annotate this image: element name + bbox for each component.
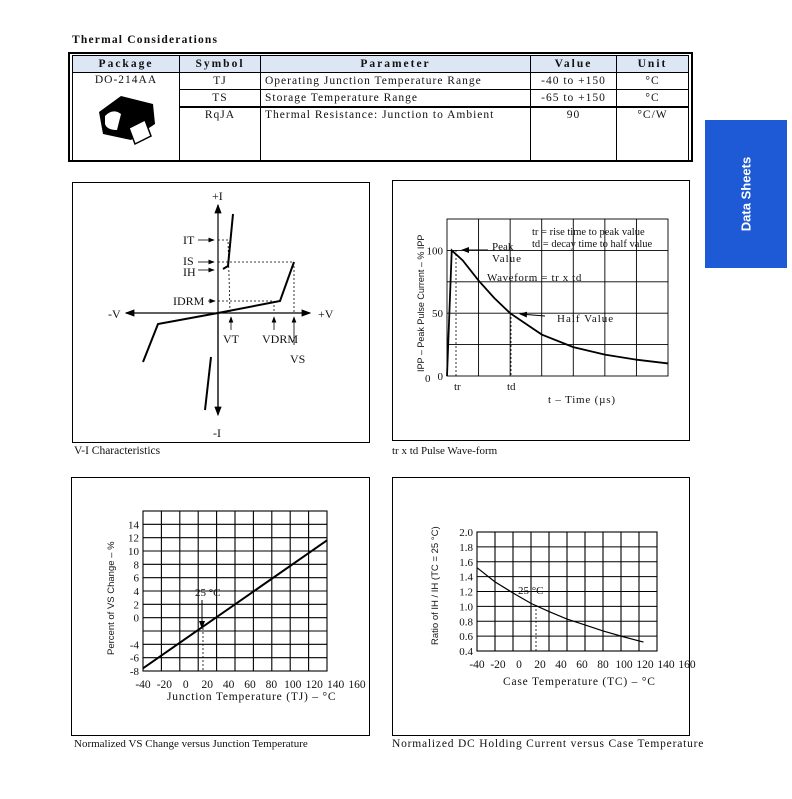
y-tick-label: 1.0	[459, 601, 473, 614]
x-tick-label: 40	[222, 679, 235, 691]
header-symbol: Symbol	[180, 56, 261, 73]
x-tick-label: -20	[156, 679, 173, 691]
vi-label-it: IT	[183, 233, 195, 247]
x-tick-label: 0	[516, 659, 522, 671]
header-package: Package	[73, 56, 180, 73]
y-tick-label: -4	[129, 639, 139, 652]
y-tick-label: 0	[133, 612, 139, 625]
x-tick-label: 160	[678, 659, 696, 671]
y-tick-label: 2.0	[459, 527, 473, 539]
y-tick-label: 1.2	[459, 586, 473, 599]
ih-x-label: Case Temperature (TC) – °C	[503, 676, 656, 688]
y-tick-label: 50	[432, 308, 443, 321]
x-tick-label: 100	[284, 679, 302, 691]
y-tick-label: 8	[133, 559, 139, 572]
x-tick-label: 80	[597, 659, 609, 671]
vi-caption: V-I Characteristics	[74, 445, 161, 457]
x-tick-label: 100	[615, 659, 633, 671]
x-tick-label: -40	[135, 679, 151, 691]
unit-cell: °C/W	[617, 107, 689, 161]
x-tick-label: 60	[576, 659, 588, 671]
pulse-legend-1: tr = rise time to peak value	[532, 227, 645, 238]
ih-y-label: Ratio of IH / IH (TC = 25 °C)	[430, 526, 441, 645]
x-tick-label: 80	[265, 679, 278, 691]
y-tick-label: -8	[129, 666, 139, 678]
y-tick-label: 0.8	[459, 616, 473, 629]
x-tick-label: 140	[326, 679, 345, 691]
y-tick-label: 2	[133, 599, 139, 612]
symbol-cell: RqJA	[180, 107, 261, 161]
vi-label-idrm: IDRM	[173, 294, 205, 308]
x-tick-label: 40	[555, 659, 567, 671]
pulse-x-mark-td: td	[507, 381, 516, 393]
value-cell: -40 to +150	[531, 73, 617, 90]
y-tick-label: 14	[128, 519, 139, 532]
x-tick-label: 20	[534, 659, 546, 671]
pulse-half: Half Value	[557, 313, 615, 325]
pulse-caption: tr x td Pulse Wave-form	[392, 445, 498, 457]
vi-label-plus-i: +I	[212, 189, 223, 203]
pulse-x-label: t – Time (µs)	[548, 394, 616, 406]
y-tick-label: -6	[129, 652, 139, 665]
y-tick-label: 0.4	[459, 646, 473, 658]
vi-label-vt: VT	[223, 332, 239, 346]
x-tick-label: 120	[305, 679, 323, 691]
vi-label-ih: IH	[183, 265, 196, 279]
vs-y-label: Percent of VS Change – %	[106, 541, 117, 655]
y-tick-label: 4	[133, 586, 139, 598]
x-tick-label: -40	[469, 659, 485, 671]
vi-label-vdrm: VDRM	[262, 332, 299, 346]
x-tick-label: 140	[657, 659, 675, 671]
pulse-waveform: Waveform = tr x td	[487, 272, 582, 284]
series-line	[477, 568, 644, 642]
package-name: DO-214AA	[94, 74, 158, 86]
pulse-x-origin: 0	[425, 373, 431, 385]
pulse-y-label: IPP – Peak Pulse Current – % IPP	[416, 234, 426, 372]
data-sheets-tab-label: Data Sheets	[738, 156, 754, 232]
header-unit: Unit	[617, 56, 689, 73]
vi-label-minus-v: -V	[108, 307, 121, 321]
x-tick-label: 0	[182, 679, 189, 691]
y-tick-label: 1.4	[459, 571, 473, 584]
vi-label-vs: VS	[290, 352, 306, 366]
y-tick-label: 1.6	[459, 556, 473, 569]
x-tick-label: 120	[636, 659, 654, 671]
vs-caption: Normalized VS Change versus Junction Temperature	[74, 738, 308, 750]
value-cell: 90	[531, 107, 617, 161]
unit-cell: °C	[617, 90, 689, 108]
vs-chart	[128, 511, 366, 691]
ih-annotation: 25 °C	[518, 585, 544, 597]
y-tick-label: 100	[426, 245, 443, 258]
x-tick-label: 160	[348, 679, 366, 691]
vi-label-minus-i: -I	[213, 426, 221, 440]
ih-caption: Normalized DC Holding Current versus Case Temperature	[392, 738, 705, 750]
symbol-cell: TJ	[180, 73, 261, 90]
header-parameter: Parameter	[261, 56, 531, 73]
y-tick-label: 10	[128, 546, 139, 558]
header-value: Value	[531, 56, 617, 73]
symbol-cell: TS	[180, 90, 261, 108]
ih-chart	[459, 527, 696, 671]
vi-label-is: IS	[183, 254, 194, 268]
vi-diagram	[126, 205, 310, 415]
y-tick-label: 0	[437, 371, 443, 383]
section-title: Thermal Considerations	[72, 34, 219, 46]
vs-x-label: Junction Temperature (TJ) – °C	[167, 691, 337, 703]
x-tick-label: -20	[490, 659, 506, 671]
y-tick-label: 12	[128, 532, 139, 545]
vi-label-plus-v: +V	[318, 307, 334, 321]
parameter-cell: Storage Temperature Range	[261, 90, 531, 108]
x-tick-label: 20	[201, 679, 213, 691]
pulse-peak-2: Value	[492, 253, 523, 265]
pulse-x-mark-tr: tr	[454, 381, 461, 393]
parameter-cell: Thermal Resistance: Junction to Ambient	[261, 107, 531, 161]
value-cell: -65 to +150	[531, 90, 617, 108]
pulse-peak-1: Peak	[492, 241, 514, 253]
parameter-cell: Operating Junction Temperature Range	[261, 73, 531, 90]
pulse-legend-2: td = decay time to half value	[532, 239, 653, 250]
y-tick-label: 6	[133, 572, 139, 585]
y-tick-label: 1.8	[459, 541, 473, 554]
unit-cell: °C	[617, 73, 689, 90]
y-tick-label: 0.6	[459, 631, 473, 644]
x-tick-label: 60	[244, 679, 256, 691]
half-arrow	[520, 314, 545, 316]
vs-annotation: 25 °C	[195, 587, 221, 599]
